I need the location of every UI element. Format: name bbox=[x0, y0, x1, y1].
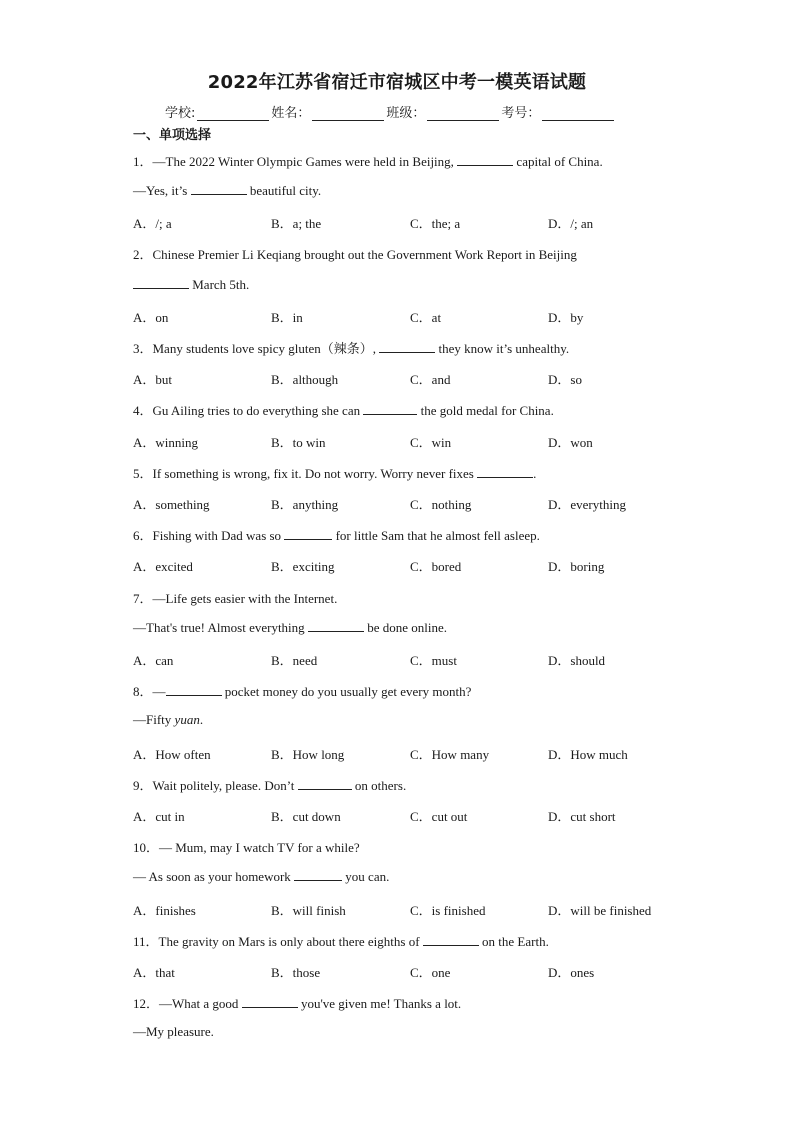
student-info-line bbox=[165, 102, 616, 121]
q7-option-b: B．need bbox=[271, 653, 318, 668]
question-10-line-1: 10．— Mum, may I watch TV for a while? bbox=[133, 840, 360, 855]
q6-option-d: D．boring bbox=[548, 559, 605, 574]
q11-option-c: C．one bbox=[410, 965, 451, 980]
q11-option-a: A．that bbox=[133, 965, 175, 980]
q3-option-c: C．and bbox=[410, 372, 451, 387]
q2-option-b: B．in bbox=[271, 310, 303, 325]
answer-blank bbox=[363, 402, 417, 415]
q5-option-c: C．nothing bbox=[410, 497, 472, 512]
q9-option-d: D．cut short bbox=[548, 809, 616, 824]
q1-option-c: C．the; a bbox=[410, 216, 461, 231]
answer-blank bbox=[133, 276, 189, 289]
school-label: 学校: bbox=[165, 106, 196, 121]
q2-option-d: D．by bbox=[548, 310, 584, 325]
question-12-line-2: —My pleasure. bbox=[133, 1024, 214, 1039]
q8-option-c: C．How many bbox=[410, 747, 490, 762]
q10-option-a: A．finishes bbox=[133, 903, 196, 918]
q8-option-a: A．How often bbox=[133, 747, 211, 762]
q10-option-c: C．is finished bbox=[410, 903, 486, 918]
question-9-line-1: 9．Wait politely, please. Don’t on others. bbox=[133, 778, 407, 793]
q6-option-c: C．bored bbox=[410, 559, 462, 574]
q7-option-c: C．must bbox=[410, 653, 457, 668]
page-title: 2022年江苏省宿迁市宿城区中考一模英语试题 bbox=[207, 72, 587, 93]
q5-option-b: B．anything bbox=[271, 497, 339, 512]
question-11-line-1: 11．The gravity on Mars is only about there eighths of on the Earth. bbox=[133, 934, 549, 949]
q7-option-d: D．should bbox=[548, 653, 606, 668]
q3-option-a: A．but bbox=[133, 372, 173, 387]
q6-option-b: B．exciting bbox=[271, 559, 335, 574]
answer-blank bbox=[191, 182, 247, 195]
answer-blank bbox=[423, 933, 479, 946]
q11-option-d: D．ones bbox=[548, 965, 595, 980]
answer-blank bbox=[166, 683, 222, 696]
answer-blank bbox=[308, 619, 364, 632]
q4-option-b: B．to win bbox=[271, 435, 326, 450]
q10-option-d: D．will be finished bbox=[548, 903, 652, 918]
question-7-line-2: —That's true! Almost everything be done online. bbox=[133, 620, 447, 635]
question-7-line-1: 7．—Life gets easier with the Internet. bbox=[133, 591, 338, 606]
question-2-line-2: March 5th. bbox=[133, 276, 249, 293]
question-8-line-1: 8．— pocket money do you usually get every month? bbox=[133, 684, 472, 699]
q4-option-d: D．won bbox=[548, 435, 593, 450]
q1-option-b: B．a; the bbox=[271, 216, 322, 231]
q6-option-a: A．excited bbox=[133, 559, 193, 574]
name-blank bbox=[312, 108, 384, 121]
question-4-line-1: 4．Gu Ailing tries to do everything she can the gold medal for China. bbox=[133, 403, 554, 418]
answer-blank bbox=[294, 868, 342, 881]
name-label: 姓名： bbox=[271, 106, 311, 121]
q11-option-b: B．those bbox=[271, 965, 321, 980]
q5-option-a: A．something bbox=[133, 497, 210, 512]
question-2-line-1: 2．Chinese Premier Li Keqiang brought out the Government Work Report in Beijing bbox=[133, 247, 577, 262]
school-blank bbox=[197, 108, 269, 121]
question-12-line-1: 12．—What a good you've given me! Thanks a lot. bbox=[133, 996, 462, 1011]
answer-blank bbox=[284, 527, 332, 540]
q8-option-b: B．How long bbox=[271, 747, 345, 762]
q1-option-d: D．/; an bbox=[548, 216, 594, 231]
answer-blank bbox=[379, 340, 435, 353]
class-label: 班级： bbox=[386, 106, 426, 121]
exam-no-blank bbox=[542, 108, 614, 121]
question-3-line-1: 3．Many students love spicy gluten（辣条）, they know it’s unhealthy. bbox=[133, 341, 570, 356]
q9-option-c: C．cut out bbox=[410, 809, 468, 824]
answer-blank bbox=[298, 777, 352, 790]
q4-option-c: C．win bbox=[410, 435, 452, 450]
section-title: 一、单项选择 bbox=[133, 128, 212, 143]
exam-no-label: 考号： bbox=[501, 106, 541, 121]
question-6-line-1: 6．Fishing with Dad was so for little Sam that he almost fell asleep. bbox=[133, 528, 540, 543]
question-5-line-1: 5．If something is wrong, fix it. Do not worry. Worry never fixes . bbox=[133, 466, 537, 481]
q3-option-d: D．so bbox=[548, 372, 582, 387]
answer-blank bbox=[457, 153, 513, 166]
q9-option-a: A．cut in bbox=[133, 809, 185, 824]
q2-option-a: A．on bbox=[133, 310, 169, 325]
q8-option-d: D．How much bbox=[548, 747, 628, 762]
q5-option-d: D．everything bbox=[548, 497, 626, 512]
q3-option-b: B．although bbox=[271, 372, 339, 387]
question-1-line-1: 1．—The 2022 Winter Olympic Games were held in Beijing, capital of China. bbox=[133, 154, 603, 169]
q4-option-a: A．winning bbox=[133, 435, 199, 450]
class-blank bbox=[427, 108, 499, 121]
answer-blank bbox=[477, 465, 533, 478]
question-10-line-2: — As soon as your homework you can. bbox=[133, 869, 390, 884]
q10-option-b: B．will finish bbox=[271, 903, 346, 918]
answer-blank bbox=[242, 995, 298, 1008]
question-8-line-2: —Fifty yuan. bbox=[133, 712, 204, 727]
q2-option-c: C．at bbox=[410, 310, 442, 325]
question-1-line-2: —Yes, it’s beautiful city. bbox=[133, 183, 322, 198]
q9-option-b: B．cut down bbox=[271, 809, 341, 824]
q1-option-a: A．/; a bbox=[133, 216, 172, 231]
q7-option-a: A．can bbox=[133, 653, 174, 668]
